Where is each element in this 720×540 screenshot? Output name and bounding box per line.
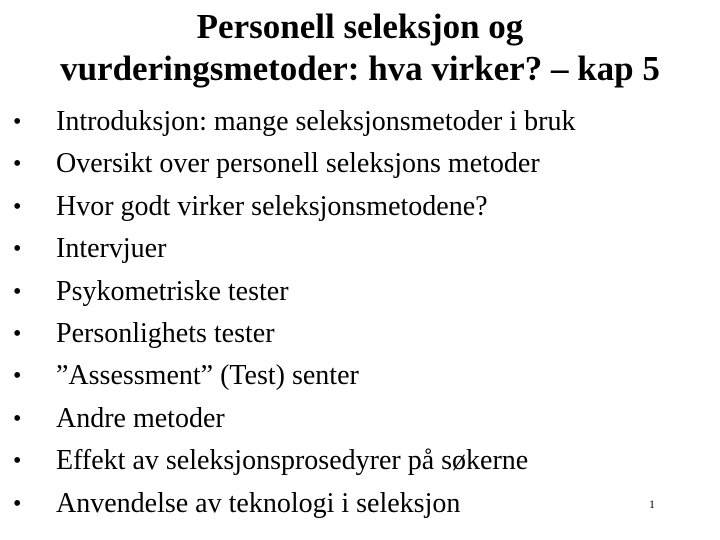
- bullet-item: [0, 355, 720, 397]
- bullet-icon: •: [13, 363, 22, 390]
- bullet-item: [0, 186, 720, 228]
- bullet-text: Psykometriske tester: [56, 275, 289, 307]
- bullet-item: [0, 228, 720, 270]
- bullet-list: [0, 101, 720, 525]
- bullet-icon: •: [13, 109, 22, 135]
- bullet-item: [0, 271, 720, 313]
- bullet-item: [0, 483, 720, 525]
- slide-title-line-1: Personell seleksjon og: [196, 7, 524, 46]
- bullet-text: Personlighets tester: [56, 317, 275, 349]
- bullet-text: Andre metoder: [56, 402, 225, 434]
- bullet-icon: •: [13, 151, 22, 178]
- bullet-text: ”Assessment” (Test) senter: [56, 360, 359, 392]
- bullet-icon: •: [13, 236, 22, 263]
- bullet-icon: •: [13, 320, 22, 347]
- bullet-icon: •: [13, 448, 22, 475]
- slide-title-line-2: vurderingsmetoder: hva virker? – kap 5: [60, 49, 660, 88]
- bullet-text: Oversikt over personell seleksjons metoder: [56, 148, 540, 180]
- bullet-item: [0, 398, 720, 440]
- bullet-item: [0, 101, 720, 143]
- bullet-icon: •: [13, 490, 22, 517]
- bullet-text: Anvendelse av teknologi i seleksjon: [56, 487, 461, 519]
- slide-title: [0, 6, 720, 90]
- bullet-item: [0, 143, 720, 185]
- bullet-text: Introduksjon: mange seleksjonsmetoder i bruk: [56, 106, 576, 137]
- bullet-text: Hvor godt virker seleksjonsmetodene?: [56, 190, 488, 222]
- bullet-item: [0, 440, 720, 482]
- bullet-item: [0, 313, 720, 355]
- bullet-text: Intervjuer: [56, 233, 167, 265]
- bullet-icon: •: [13, 193, 22, 220]
- bullet-icon: •: [13, 278, 22, 305]
- page-number: 1: [649, 497, 655, 511]
- bullet-icon: •: [13, 405, 22, 432]
- bullet-text: Effekt av seleksjonsprosedyrer på søkerne: [56, 445, 529, 477]
